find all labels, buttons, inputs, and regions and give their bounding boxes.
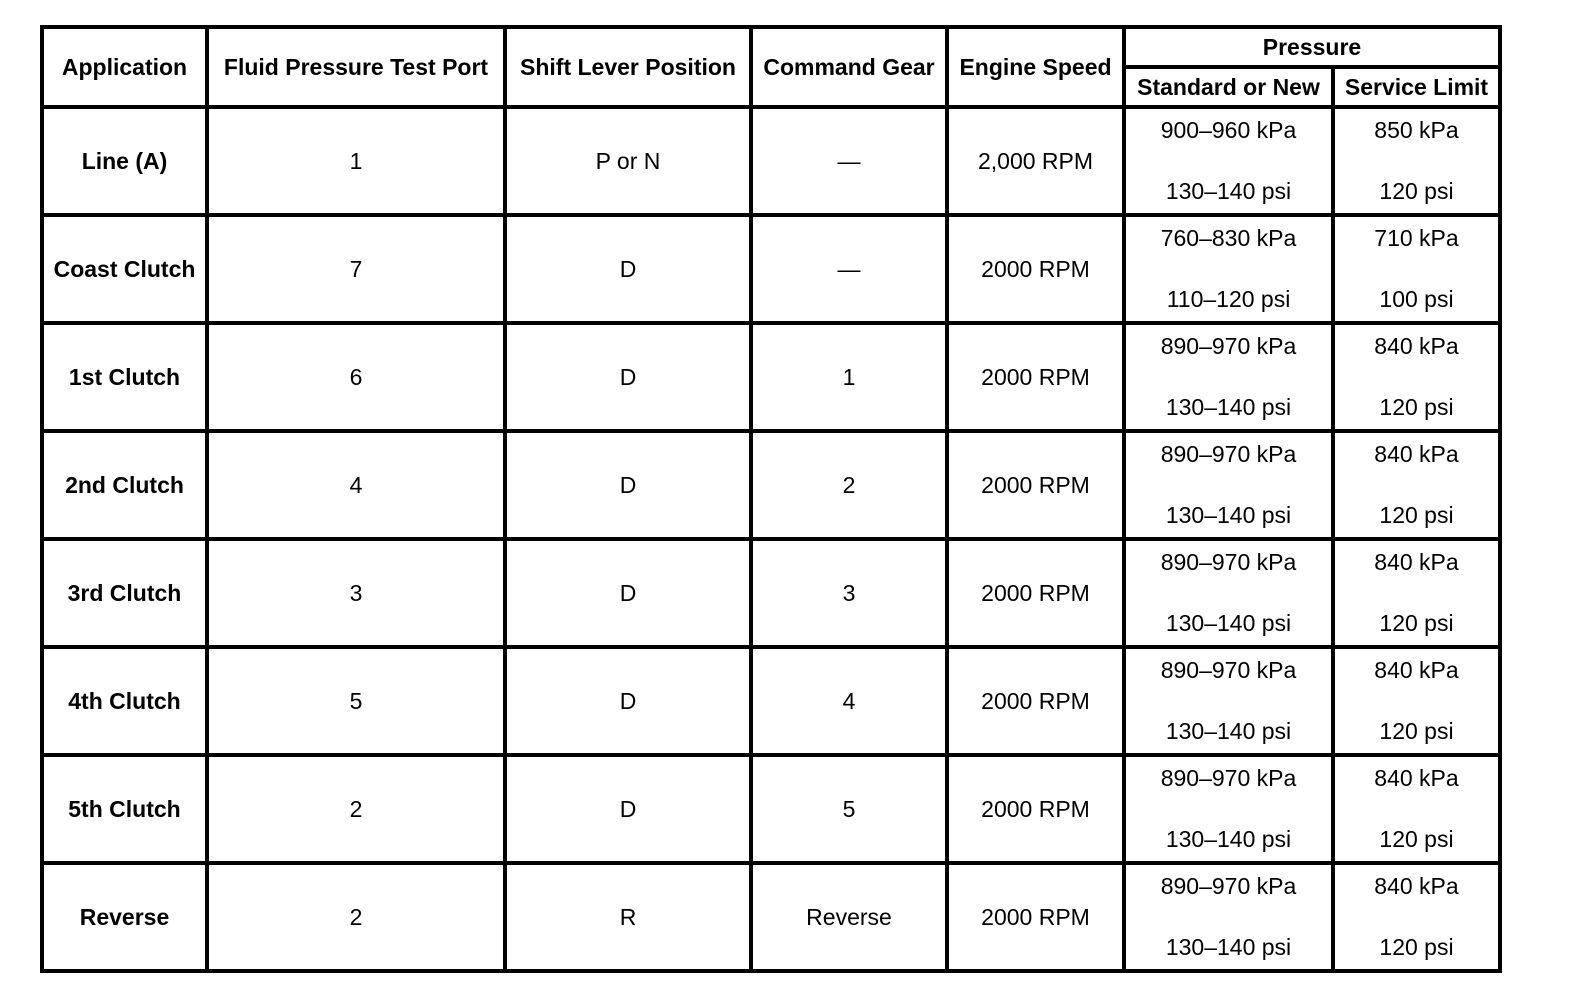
pressure-psi: 130–140 psi <box>1165 934 1292 960</box>
header-pressure: Pressure <box>1124 27 1500 67</box>
cell-standard-pressure <box>1124 863 1333 971</box>
cell-command-gear: Reverse <box>751 863 947 971</box>
pressure-kpa: 890–970 kPa <box>1160 765 1297 791</box>
cell-application: Coast Clutch <box>42 215 207 323</box>
cell-test-port: 2 <box>207 755 505 863</box>
pressure-kpa: 760–830 kPa <box>1160 225 1297 251</box>
cell-command-gear: 5 <box>751 755 947 863</box>
cell-engine-speed: 2000 RPM <box>947 863 1124 971</box>
cell-engine-speed: 2000 RPM <box>947 431 1124 539</box>
table-row <box>42 863 1500 971</box>
cell-engine-speed: 2000 RPM <box>947 539 1124 647</box>
pressure-psi: 120 psi <box>1379 826 1454 852</box>
pressure-psi: 130–140 psi <box>1165 610 1292 636</box>
cell-test-port: 3 <box>207 539 505 647</box>
cell-service-limit <box>1333 431 1500 539</box>
cell-standard-pressure <box>1124 755 1333 863</box>
cell-shift-lever: D <box>505 755 751 863</box>
pressure-psi: 130–140 psi <box>1165 718 1292 744</box>
pressure-psi: 130–140 psi <box>1165 826 1292 852</box>
pressure-kpa: 890–970 kPa <box>1160 549 1297 575</box>
cell-application: Line (A) <box>42 107 207 215</box>
pressure-kpa: 890–970 kPa <box>1160 873 1297 899</box>
table-row <box>42 755 1500 863</box>
cell-service-limit <box>1333 755 1500 863</box>
cell-engine-speed: 2000 RPM <box>947 323 1124 431</box>
pressure-kpa: 850 kPa <box>1374 117 1459 143</box>
cell-engine-speed: 2,000 RPM <box>947 107 1124 215</box>
cell-standard-pressure <box>1124 107 1333 215</box>
cell-command-gear: 3 <box>751 539 947 647</box>
table-row <box>42 107 1500 215</box>
cell-service-limit <box>1333 863 1500 971</box>
cell-application: 2nd Clutch <box>42 431 207 539</box>
cell-service-limit <box>1333 323 1500 431</box>
cell-service-limit <box>1333 539 1500 647</box>
header-row <box>42 27 1500 67</box>
cell-service-limit <box>1333 107 1500 215</box>
cell-application: 3rd Clutch <box>42 539 207 647</box>
pressure-spec-table <box>40 25 1502 973</box>
cell-command-gear: 1 <box>751 323 947 431</box>
table-row <box>42 431 1500 539</box>
cell-test-port: 1 <box>207 107 505 215</box>
pressure-psi: 100 psi <box>1379 286 1454 312</box>
table-row <box>42 539 1500 647</box>
table-row <box>42 647 1500 755</box>
pressure-kpa: 890–970 kPa <box>1160 657 1297 683</box>
pressure-psi: 120 psi <box>1379 178 1454 204</box>
header-command-gear: Command Gear <box>751 27 947 107</box>
header-standard: Standard or New <box>1124 67 1333 107</box>
cell-application: 5th Clutch <box>42 755 207 863</box>
cell-standard-pressure <box>1124 539 1333 647</box>
header-test-port: Fluid Pressure Test Port <box>207 27 505 107</box>
cell-application: Reverse <box>42 863 207 971</box>
cell-standard-pressure <box>1124 215 1333 323</box>
pressure-psi: 120 psi <box>1379 934 1454 960</box>
cell-application: 4th Clutch <box>42 647 207 755</box>
cell-shift-lever: R <box>505 863 751 971</box>
pressure-psi: 120 psi <box>1379 610 1454 636</box>
cell-test-port: 4 <box>207 431 505 539</box>
pressure-kpa: 840 kPa <box>1374 549 1459 575</box>
cell-command-gear: — <box>751 107 947 215</box>
cell-command-gear: 4 <box>751 647 947 755</box>
table-row <box>42 323 1500 431</box>
header-service-limit: Service Limit <box>1333 67 1500 107</box>
cell-engine-speed: 2000 RPM <box>947 755 1124 863</box>
pressure-kpa: 890–970 kPa <box>1160 333 1297 359</box>
cell-test-port: 5 <box>207 647 505 755</box>
pressure-kpa: 840 kPa <box>1374 441 1459 467</box>
header-application: Application <box>42 27 207 107</box>
cell-test-port: 6 <box>207 323 505 431</box>
cell-command-gear: 2 <box>751 431 947 539</box>
table-body <box>42 107 1500 971</box>
cell-engine-speed: 2000 RPM <box>947 647 1124 755</box>
cell-standard-pressure <box>1124 647 1333 755</box>
pressure-kpa: 840 kPa <box>1374 333 1459 359</box>
pressure-psi: 120 psi <box>1379 718 1454 744</box>
cell-application: 1st Clutch <box>42 323 207 431</box>
pressure-psi: 120 psi <box>1379 394 1454 420</box>
pressure-kpa: 710 kPa <box>1374 225 1459 251</box>
header-engine-speed: Engine Speed <box>947 27 1124 107</box>
cell-shift-lever: D <box>505 647 751 755</box>
cell-test-port: 2 <box>207 863 505 971</box>
pressure-kpa: 890–970 kPa <box>1160 441 1297 467</box>
pressure-psi: 130–140 psi <box>1165 394 1292 420</box>
pressure-psi: 110–120 psi <box>1166 286 1291 312</box>
cell-standard-pressure <box>1124 323 1333 431</box>
cell-shift-lever: D <box>505 323 751 431</box>
cell-shift-lever: D <box>505 539 751 647</box>
cell-service-limit <box>1333 215 1500 323</box>
cell-test-port: 7 <box>207 215 505 323</box>
pressure-kpa: 900–960 kPa <box>1160 117 1297 143</box>
cell-standard-pressure <box>1124 431 1333 539</box>
pressure-psi: 120 psi <box>1379 502 1454 528</box>
cell-shift-lever: D <box>505 215 751 323</box>
pressure-psi: 130–140 psi <box>1165 178 1292 204</box>
cell-service-limit <box>1333 647 1500 755</box>
pressure-kpa: 840 kPa <box>1374 765 1459 791</box>
cell-shift-lever: D <box>505 431 751 539</box>
table-row <box>42 215 1500 323</box>
pressure-psi: 130–140 psi <box>1165 502 1292 528</box>
cell-command-gear: — <box>751 215 947 323</box>
cell-shift-lever: P or N <box>505 107 751 215</box>
header-shift-lever: Shift Lever Position <box>505 27 751 107</box>
pressure-kpa: 840 kPa <box>1374 657 1459 683</box>
cell-engine-speed: 2000 RPM <box>947 215 1124 323</box>
pressure-kpa: 840 kPa <box>1374 873 1459 899</box>
